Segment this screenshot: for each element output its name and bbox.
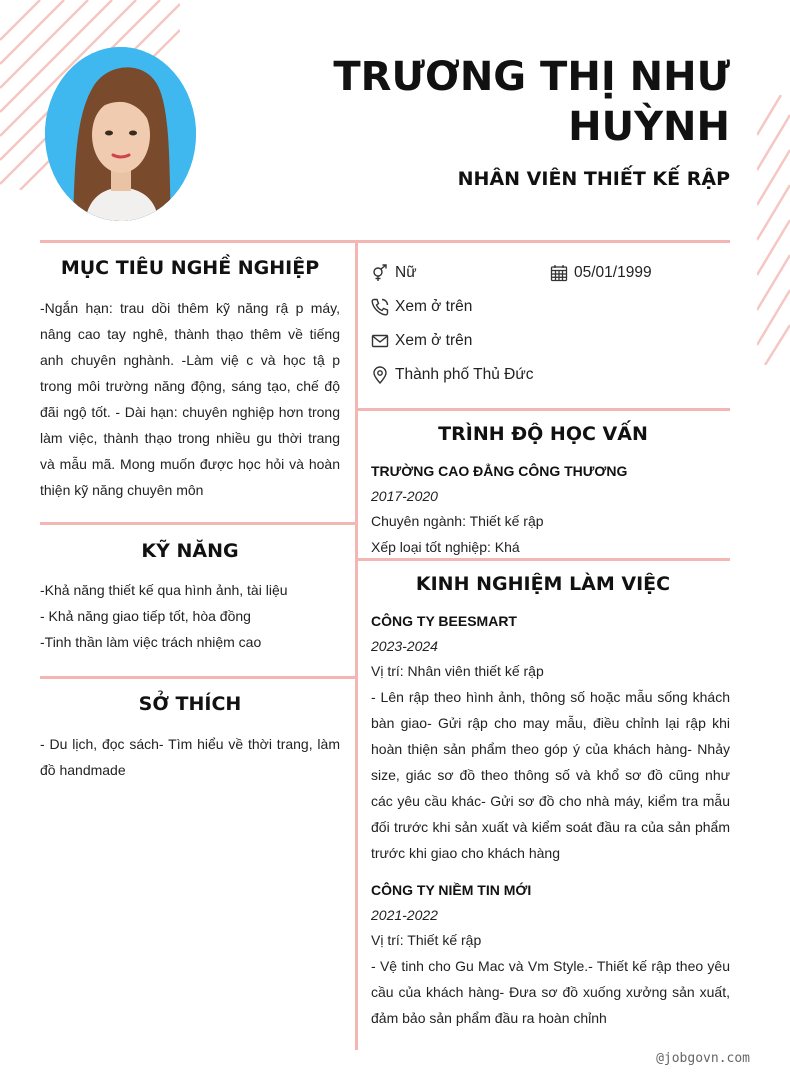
education-grade: Xếp loại tốt nghiệp: Khá <box>371 539 520 555</box>
envelope-icon <box>371 332 389 350</box>
career-goal-text: -Ngắn hạn: trau dồi thêm kỹ năng rậ p máy, nâng cao tay nghê, thành thạo thêm về tiếng anh chuyên nghành. -Làm việ c và học tậ p trong môi trường năng động, sáng tạo, chế độ đãi ngộ tốt. - Dài hạn: chuyên nghiệp hơn trong làm việc, thành thạo trong nhiều gu thời trang và mẫu mã. Mong muốn được học hỏi và hoàn thiện kỹ năng chuyên môn <box>40 300 340 498</box>
phone-row <box>371 298 472 316</box>
gender-value: Nữ <box>395 264 417 281</box>
map-pin-icon <box>371 366 389 384</box>
job-period: 2021-2022 <box>371 907 438 923</box>
address-value: Thành phố Thủ Đức <box>395 366 534 383</box>
header-divider <box>40 240 730 243</box>
experience-entry <box>371 608 730 866</box>
diagonal-stripes-decoration-right <box>757 95 790 365</box>
divider-career-skills <box>40 522 356 525</box>
education-major: Chuyên ngành: Thiết kế rập <box>371 513 544 529</box>
hobbies-title: SỞ THÍCH <box>138 693 242 715</box>
email-row <box>371 332 472 350</box>
skill-item: -Tinh thần làm việc trách nhiệm cao <box>40 634 262 650</box>
watermark: @jobgovn.com <box>656 1051 750 1066</box>
school-name: TRƯỜNG CAO ĐẲNG CÔNG THƯƠNG <box>371 463 628 479</box>
phone-icon <box>371 298 389 316</box>
birthday-value: 05/01/1999 <box>574 264 652 281</box>
skill-item: -Khả năng thiết kế qua hình ảnh, tài liệu <box>40 582 288 598</box>
job-period: 2023-2024 <box>371 638 438 654</box>
job-title: NHÂN VIÊN THIẾT KẾ RẬP <box>457 168 730 190</box>
education-entry <box>371 458 730 560</box>
candidate-name-line1: TRƯƠNG THỊ NHƯ <box>333 54 730 100</box>
divider-skills-hobbies <box>40 676 356 679</box>
address-row <box>371 366 533 384</box>
email-value: Xem ở trên <box>395 332 473 349</box>
birthday-row <box>550 264 652 282</box>
hobbies-text: - Du lịch, đọc sách- Tìm hiểu về thời trang, làm đồ handmade <box>40 736 340 778</box>
skill-item: - Khả năng giao tiếp tốt, hòa đồng <box>40 608 251 624</box>
skills-title: KỸ NĂNG <box>141 540 239 562</box>
gender-row <box>371 264 417 282</box>
job-description: - Vệ tinh cho Gu Mac và Vm Style.- Thiết kế rập theo yêu cầu của khách hàng- Đưa sơ đồ xuống xưởng sản xuất, đảm bảo sản phẩm đầu ra hoàn chỉnh <box>371 958 730 1026</box>
experience-entry <box>371 877 730 1031</box>
education-title: TRÌNH ĐỘ HỌC VẤN <box>438 423 648 445</box>
phone-value: Xem ở trên <box>395 298 473 315</box>
gender-icon <box>371 264 389 282</box>
job-description: - Lên rập theo hình ảnh, thông số hoặc mẫu sống khách bàn giao- Gửi rập cho may mẫu, điều chỉnh lại rập khi hoàn thiện sản phẩm theo góp ý của khách hàng- Nhảy size, giác sơ đồ theo thông số và khổ sơ đồ cũng như các yêu cầu khác- Gửi sơ đồ cho nhà máy, kiểm tra mẫu đối trước khi sản xuất và kiểm soát đầu ra của sản phẩm trước khi giao cho khách hàng <box>371 689 730 861</box>
company-name: CÔNG TY NIỀM TIN MỚI <box>371 882 532 898</box>
company-name: CÔNG TY BEESMART <box>371 613 517 629</box>
column-divider <box>355 240 358 1050</box>
profile-photo <box>45 47 196 221</box>
job-position: Vị trí: Thiết kế rập <box>371 932 482 948</box>
skills-list <box>40 577 340 655</box>
candidate-name-line2: HUỲNH <box>568 104 730 150</box>
candidate-name <box>300 52 730 152</box>
divider-info-education <box>356 408 730 411</box>
calendar-icon <box>550 264 568 282</box>
education-period: 2017-2020 <box>371 488 438 504</box>
career-goal-title: MỤC TIÊU NGHỀ NGHIỆP <box>60 257 320 279</box>
experience-title: KINH NGHIỆM LÀM VIỆC <box>415 573 671 595</box>
job-position: Vị trí: Nhân viên thiết kế rập <box>371 663 544 679</box>
